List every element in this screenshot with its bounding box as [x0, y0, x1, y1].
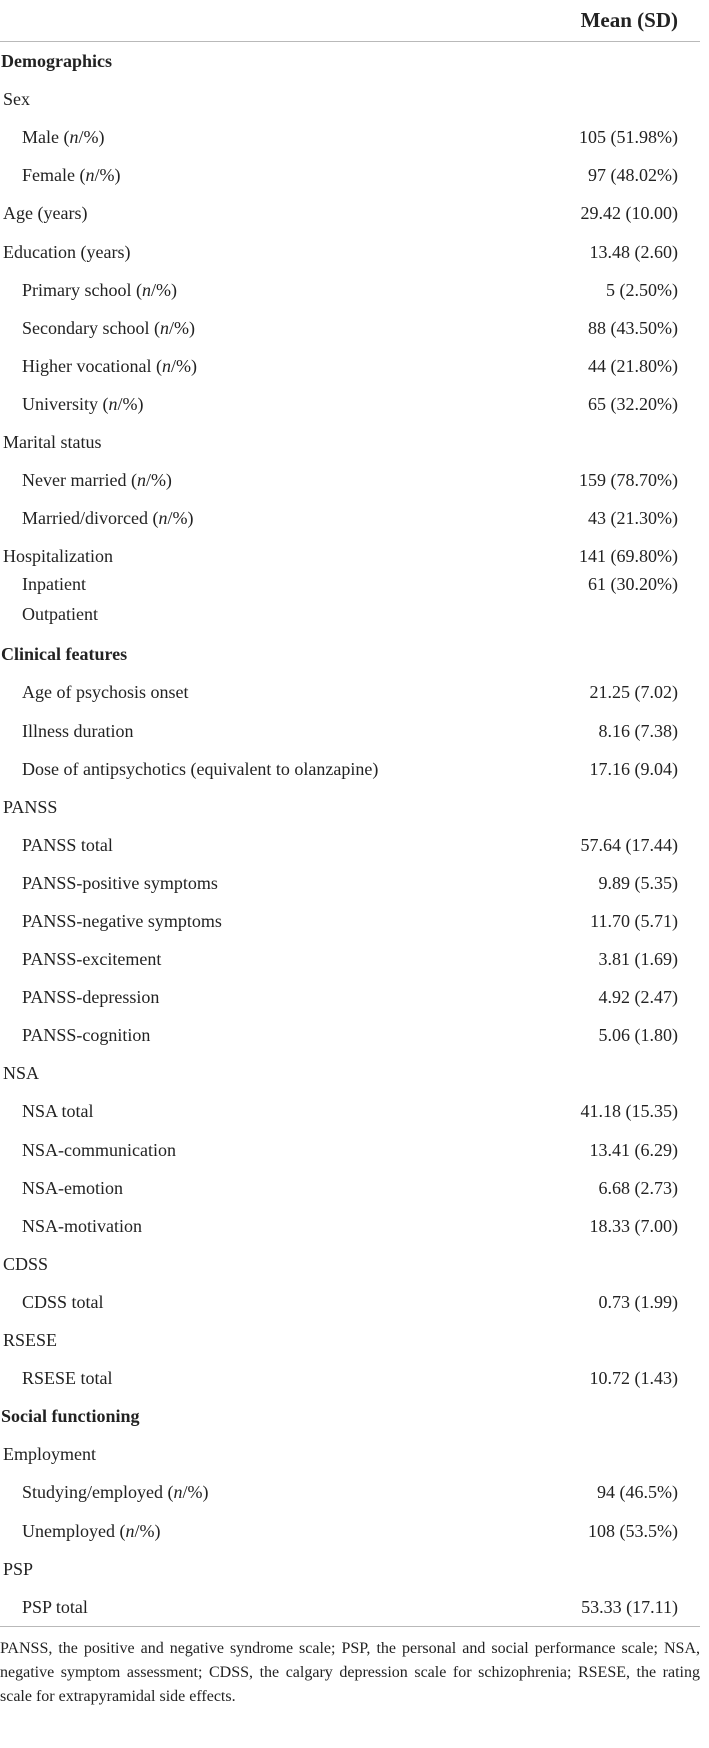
row-label: Age of psychosis onset: [22, 682, 189, 703]
row-value: 105 (51.98%): [579, 127, 678, 148]
row-label: Female (n/%): [22, 165, 121, 186]
table-row: [0, 1016, 700, 1054]
table-row: [0, 635, 700, 673]
table-row: [0, 118, 700, 156]
row-label: Education (years): [3, 241, 131, 262]
table-row: [0, 1588, 700, 1627]
row-label: Illness duration: [22, 720, 134, 741]
row-value: [510, 42, 700, 81]
row-label: NSA total: [22, 1101, 94, 1122]
table-row: [0, 537, 700, 575]
row-value: [510, 1054, 700, 1092]
row-value: 65 (32.20%): [588, 393, 678, 414]
row-label: Never married (n/%): [22, 470, 172, 491]
header-label-cell: [0, 0, 510, 42]
table-row: [0, 826, 700, 864]
row-label: Primary school (n/%): [22, 279, 177, 300]
table-row: [0, 1169, 700, 1207]
table-row: [0, 385, 700, 423]
table-row: [0, 1321, 700, 1359]
table-row: [0, 232, 700, 270]
row-label: Inpatient: [22, 574, 86, 595]
row-value: 8.16 (7.38): [598, 720, 678, 741]
row-value: 141 (69.80%): [579, 546, 678, 567]
row-value: [510, 635, 700, 673]
table-row: [0, 750, 700, 788]
row-value: 108 (53.5%): [588, 1520, 678, 1541]
row-value: 5 (2.50%): [606, 279, 678, 300]
table-row: [0, 499, 700, 537]
row-label: CDSS total: [22, 1291, 104, 1312]
table-row: [0, 309, 700, 347]
row-label: Age (years): [3, 203, 88, 224]
row-value: 17.16 (9.04): [589, 758, 678, 779]
row-label: RSESE total: [22, 1368, 113, 1389]
row-label: PANSS-negative symptoms: [22, 911, 222, 932]
row-value: [510, 788, 700, 826]
row-label: Studying/employed (n/%): [22, 1482, 209, 1503]
row-value: [510, 423, 700, 461]
row-value: 61 (30.20%): [588, 574, 678, 595]
table-row: [0, 1245, 700, 1283]
row-value: [510, 1397, 700, 1435]
table-row: [0, 461, 700, 499]
row-label: Male (n/%): [22, 127, 105, 148]
row-label: Marital status: [3, 431, 102, 452]
table-row: [0, 940, 700, 978]
table-row: [0, 1473, 700, 1511]
row-value: [510, 1550, 700, 1588]
row-label: Social functioning: [1, 1406, 140, 1427]
row-value: 57.64 (17.44): [580, 834, 678, 855]
row-label: PANSS-excitement: [22, 949, 162, 970]
table-row: [0, 1283, 700, 1321]
row-label: PANSS-cognition: [22, 1025, 151, 1046]
table-row: [0, 1511, 700, 1549]
row-label: NSA-emotion: [22, 1177, 123, 1198]
row-value: 10.72 (1.43): [589, 1368, 678, 1389]
row-label: PSP total: [0, 1588, 510, 1627]
row-label: Demographics: [1, 51, 112, 72]
row-label: CDSS: [3, 1253, 49, 1274]
table-row: [0, 423, 700, 461]
table-row: [0, 156, 700, 194]
row-value: 18.33 (7.00): [589, 1215, 678, 1236]
row-value: 29.42 (10.00): [580, 203, 678, 224]
row-value: [510, 1321, 700, 1359]
row-value: 44 (21.80%): [588, 355, 678, 376]
row-label: PANSS total: [22, 834, 113, 855]
row-value: [510, 605, 700, 635]
table-row: [0, 673, 700, 711]
row-value: 41.18 (15.35): [580, 1101, 678, 1122]
table-row: [0, 575, 700, 605]
row-label: RSESE: [3, 1330, 58, 1351]
row-value: 0.73 (1.99): [598, 1291, 678, 1312]
row-label: NSA: [3, 1063, 40, 1084]
row-label: PSP: [3, 1558, 34, 1579]
row-value: 94 (46.5%): [597, 1482, 678, 1503]
row-label: PANSS-positive symptoms: [22, 872, 218, 893]
table-row: [0, 1207, 700, 1245]
table-row: [0, 42, 700, 81]
row-label: Employment: [3, 1444, 96, 1465]
header-row: [0, 0, 700, 42]
row-value: 3.81 (1.69): [598, 949, 678, 970]
row-label: Unemployed (n/%): [22, 1520, 161, 1541]
row-label: University (n/%): [22, 393, 144, 414]
row-label: Clinical features: [1, 644, 128, 665]
table-row: [0, 194, 700, 232]
table-row: [0, 864, 700, 902]
row-value: 43 (21.30%): [588, 508, 678, 529]
row-label: PANSS-depression: [22, 987, 160, 1008]
row-value: 97 (48.02%): [588, 165, 678, 186]
row-label: Secondary school (n/%): [22, 317, 195, 338]
table-row: [0, 788, 700, 826]
table-row: [0, 1359, 700, 1397]
table-row: [0, 1550, 700, 1588]
table-row: [0, 271, 700, 309]
table-row: [0, 712, 700, 750]
table-body: [0, 42, 700, 1627]
row-label: Outpatient: [22, 604, 98, 625]
table-row: [0, 1131, 700, 1169]
row-value: 159 (78.70%): [579, 470, 678, 491]
row-label: NSA-motivation: [22, 1215, 142, 1236]
row-value: 53.33 (17.11): [510, 1588, 700, 1627]
table-row: [0, 1435, 700, 1473]
row-label: Married/divorced (n/%): [22, 508, 194, 529]
row-label: Hospitalization: [3, 546, 113, 567]
row-value: 4.92 (2.47): [598, 987, 678, 1008]
table-row: [0, 902, 700, 940]
row-label: NSA-communication: [22, 1139, 176, 1160]
header-mean-sd: Mean (SD): [510, 0, 700, 42]
row-value: 88 (43.50%): [588, 317, 678, 338]
table-row: [0, 347, 700, 385]
row-value: 13.48 (2.60): [589, 241, 678, 262]
row-value: 11.70 (5.71): [590, 911, 678, 932]
table-row: [0, 80, 700, 118]
row-label: Dose of antipsychotics (equivalent to olanzapine): [22, 758, 379, 779]
table-row: [0, 978, 700, 1016]
table-row: [0, 1397, 700, 1435]
row-label: Higher vocational (n/%): [22, 355, 197, 376]
row-label: Sex: [3, 89, 30, 110]
footnote: PANSS, the positive and negative syndrome scale; PSP, the personal and social performance scale; NSA, negative symptom assessment; CDSS, the calgary depression scale for schizophrenia; RSESE, the rating scale for extrapyramidal side effects.: [0, 1639, 700, 1705]
row-value: 6.68 (2.73): [598, 1177, 678, 1198]
row-value: 5.06 (1.80): [598, 1025, 678, 1046]
table-row: [0, 1092, 700, 1130]
table-row: [0, 605, 700, 635]
row-value: 13.41 (6.29): [589, 1139, 678, 1160]
row-value: [510, 80, 700, 118]
row-value: [510, 1435, 700, 1473]
row-value: 21.25 (7.02): [589, 682, 678, 703]
row-value: [510, 1245, 700, 1283]
row-label: PANSS: [3, 796, 58, 817]
table-row: [0, 1054, 700, 1092]
row-value: 9.89 (5.35): [598, 872, 678, 893]
